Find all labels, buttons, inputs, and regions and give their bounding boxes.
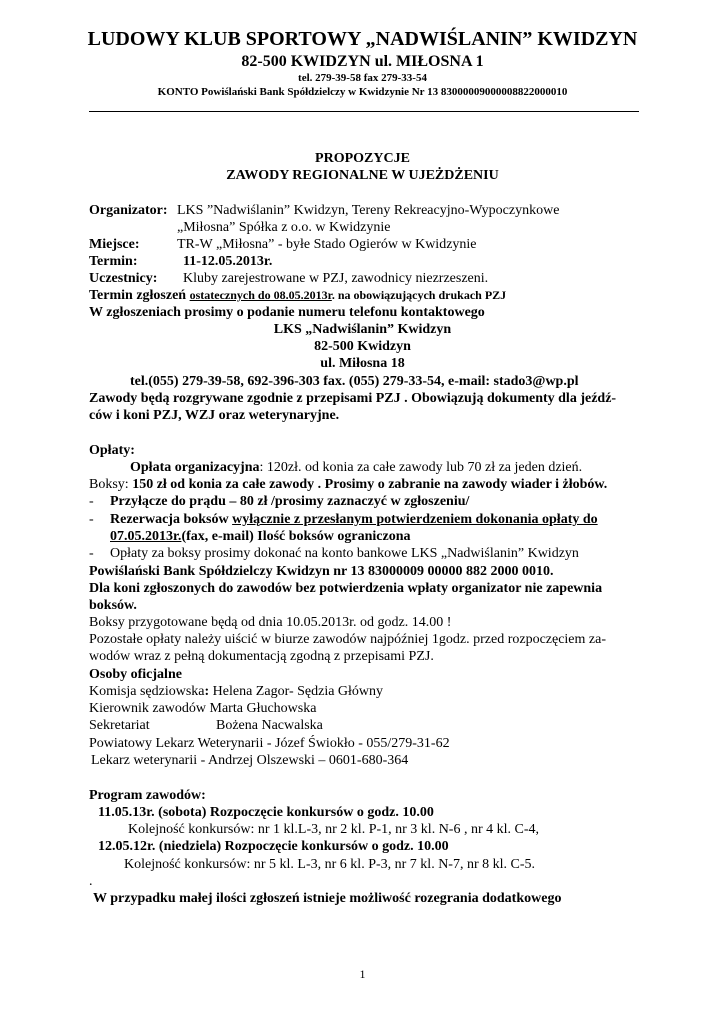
rules-line-2: ców i koni PZJ, WZJ oraz weterynaryjne. xyxy=(89,408,340,423)
manager-line: Kierownik zawodów Marta Głuchowska xyxy=(89,701,317,716)
deadline-text: Termin zgłoszeń xyxy=(89,288,190,303)
fee-boxes-label: Boksy: xyxy=(89,477,133,492)
phone-request: W zgłoszeniach prosimy o podanie numeru telefonu kontaktowego xyxy=(89,305,485,320)
deadline-line xyxy=(89,287,506,304)
participants-label: Uczestnicy: xyxy=(89,271,158,286)
secretary-name: Bożena Nacwalska xyxy=(216,718,323,733)
program-day-2-order: Kolejność konkursów: nr 5 kl. L-3, nr 6 kl. P-3, nr 7 kl. N-7, nr 8 kl. C-5. xyxy=(124,857,536,872)
other-fees-line-2: wodów wraz z pełną dokumentacją zgodną z przepisami PZJ. xyxy=(89,649,434,664)
stray-dot: . xyxy=(89,874,93,889)
unconfirmed-line-2: boksów. xyxy=(89,598,137,613)
org-name: LKS „Nadwiślanin” Kwidzyn xyxy=(273,322,452,337)
program-day-2: 12.05.12r. (niedziela) Rozpoczęcie konkursów o godz. 10.00 xyxy=(98,839,449,854)
reservation-note: (fax, e-mail) Ilość boksów ograniczona xyxy=(181,529,411,544)
date-label: Termin: xyxy=(89,254,138,269)
program-heading: Program zawodów: xyxy=(89,788,206,803)
organizer-line-2: „Miłosna” Spółka z o.o. w Kwidzynie xyxy=(177,220,391,235)
doc-title: PROPOZYCJE xyxy=(315,151,410,166)
jury-name: Helena Zagor- Sędzia Główny xyxy=(209,684,384,699)
org-street: ul. Miłosna 18 xyxy=(320,356,405,371)
reservation-text: Rezerwacja boksów xyxy=(110,512,233,527)
reservation-condition: wyłącznie z przesłanym potwierdzeniem dokonania opłaty do xyxy=(232,512,598,527)
header-divider xyxy=(89,111,639,112)
deadline-date: ostatecznych do 08.05.2013r xyxy=(189,288,332,302)
place-value: TR-W „Miłosna” - byłe Stado Ogierów w Kwidzynie xyxy=(177,237,477,252)
county-vet-line: Powiatowy Lekarz Weterynarii - Józef Świokło - 055/279-31-62 xyxy=(89,736,450,751)
organizer-line-1: LKS ”Nadwiślanin” Kwidzyn, Tereny Rekreacyjno-Wypoczynkowe xyxy=(177,203,560,218)
club-phone: tel. 279-39-58 fax 279-33-54 xyxy=(298,72,427,84)
fee-boxes-text: 150 zł od konia za całe zawody . Prosimy o zabranie na zawody wiader i żłobów. xyxy=(132,477,608,492)
jury-colon: : xyxy=(204,684,210,699)
org-city: 82-500 Kwidzyn xyxy=(314,339,411,354)
fees-heading: Opłaty: xyxy=(89,443,135,458)
boxes-ready: Boksy przygotowane będą od dnia 10.05.2013r. od godz. 14.00 ! xyxy=(89,615,452,630)
fee-organizational xyxy=(130,459,582,476)
bullet-dash: - xyxy=(89,512,94,527)
bullet-dash: - xyxy=(89,494,94,509)
bank-line: Powiślański Bank Spółdzielczy Kwidzyn nr 13 83000009 00000 882 2000 0010. xyxy=(89,564,554,579)
program-day-1: 11.05.13r. (sobota) Rozpoczęcie konkursów o godz. 10.00 xyxy=(98,805,434,820)
contact-line: tel.(055) 279-39-58, 692-396-303 fax. (055) 279-33-54, e-mail: stado3@wp.pl xyxy=(130,374,579,389)
bank-account: KONTO Powiślański Bank Spółdzielczy w Kwidzynie Nr 13 83000009000008822000010 xyxy=(157,86,568,98)
secretary-label: Sekretariat xyxy=(89,718,150,733)
participants-value: Kluby zarejestrowane w PZJ, zawodnicy niezrzeszeni. xyxy=(183,271,489,286)
payment-line: Opłaty za boksy prosimy dokonać na konto bankowe LKS „Nadwiślanin” Kwidzyn xyxy=(110,546,579,561)
fee-org-label: Opłata organizacyjna xyxy=(130,460,260,475)
club-address: 82-500 KWIDZYN ul. MIŁOSNA 1 xyxy=(241,53,484,70)
jury-line xyxy=(89,683,383,700)
page-number: 1 xyxy=(359,967,366,981)
fee-org-text: : 120zł. od konia za całe zawody lub 70 zł za jeden dzień. xyxy=(259,460,583,475)
reservation-date: 07.05.2013r. xyxy=(110,529,182,544)
bullet-dash: - xyxy=(89,546,94,561)
deadline-forms: . na obowiązujących drukach PZJ xyxy=(331,288,507,302)
vet-line: Lekarz weterynarii - Andrzej Olszewski – 0601-680-364 xyxy=(91,753,409,768)
reservation-line-1 xyxy=(110,511,598,528)
fee-boxes xyxy=(89,476,607,493)
rules-line-1: Zawody będą rozgrywane zgodnie z przepisami PZJ . Obowiązują dokumenty dla jeźdź- xyxy=(89,391,617,406)
officials-heading: Osoby oficjalne xyxy=(89,667,182,682)
fee-power: Przyłącze do prądu – 80 zł /prosimy zaznaczyć w zgłoszeniu/ xyxy=(110,494,470,509)
unconfirmed-line-1: Dla koni zgłoszonych do zawodów bez potwierdzenia wpłaty organizator nie zapewnia xyxy=(89,581,603,596)
doc-subtitle: ZAWODY REGIONALNE W UJEŻDŻENIU xyxy=(226,168,499,183)
date-value: 11-12.05.2013r. xyxy=(183,254,273,269)
organizer-label: Organizator: xyxy=(89,203,168,218)
jury-label: Komisja sędziowska xyxy=(89,684,205,699)
program-day-1-order: Kolejność konkursów: nr 1 kl.L-3, nr 2 kl. P-1, nr 3 kl. N-6 , nr 4 kl. C-4, xyxy=(128,822,540,837)
extra-round-note: W przypadku małej ilości zgłoszeń istnieje możliwość rozegrania dodatkowego xyxy=(93,891,562,906)
place-label: Miejsce: xyxy=(89,237,140,252)
club-name: LUDOWY KLUB SPORTOWY „NADWIŚLANIN” KWIDZYN xyxy=(87,28,638,50)
reservation-line-2 xyxy=(110,528,410,545)
other-fees-line-1: Pozostałe opłaty należy uiścić w biurze zawodów najpóźniej 1godz. przed rozpoczęciem za- xyxy=(89,632,607,647)
